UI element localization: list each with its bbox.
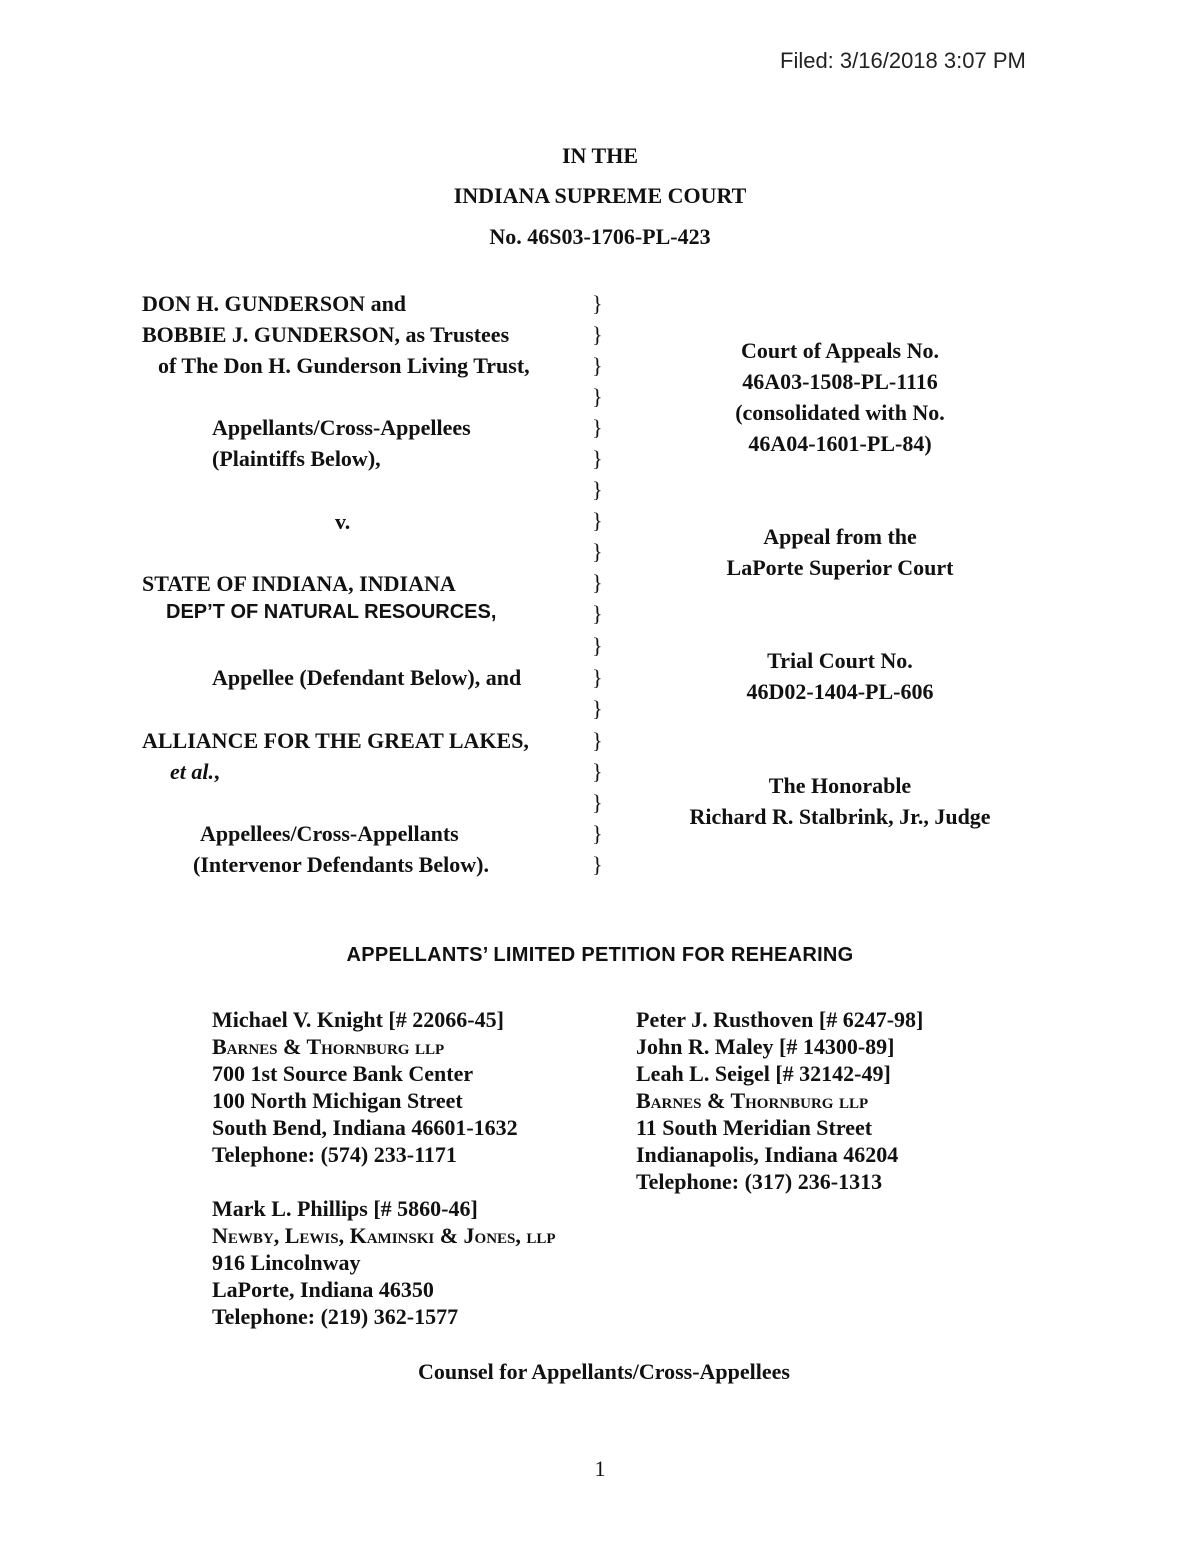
counsel-name: Peter J. Rusthoven [# 6247-98] [636,1007,924,1032]
case-number: No. 46S03-1706-PL-423 [489,224,711,249]
counsel-address: 11 South Meridian Street [636,1115,873,1140]
page-number: 1 [594,1456,606,1481]
caption-brace: } [592,601,603,626]
party-intervenor-line2 [170,756,220,787]
filed-stamp: Filed: 3/16/2018 3:07 PM [780,48,1026,73]
appeal-from: Appeal from the [763,524,917,549]
versus: v. [335,509,351,534]
party-appellant-role-below: (Plaintiffs Below), [212,446,381,471]
coa-consolidated-number: 46A04-1601-PL-84) [748,431,932,456]
court-name: INDIANA SUPREME COURT [453,183,747,208]
caption-brace: } [592,446,603,471]
appeal-court: LaPorte Superior Court [726,555,954,580]
coa-consolidated: (consolidated with No. [735,400,945,425]
counsel-phone: Telephone: (219) 362-1577 [212,1304,459,1329]
party-appellant-role: Appellants/Cross-Appellees [212,415,471,440]
caption-brace: } [592,852,603,877]
judge-honorable: The Honorable [768,773,912,798]
trial-court-number: 46D02-1404-PL-606 [746,679,934,704]
et-al: et al. [170,759,214,784]
judge-name: Richard R. Stalbrink, Jr., Judge [689,804,991,829]
counsel-address: 100 North Michigan Street [212,1088,463,1113]
caption-brace: } [592,508,603,533]
counsel-address: 700 1st Source Bank Center [212,1061,474,1086]
caption-brace: } [592,759,603,784]
caption-brace: } [592,353,603,378]
caption-brace: } [592,384,603,409]
caption-brace: } [592,539,603,564]
counsel-phone: Telephone: (574) 233-1171 [212,1142,457,1167]
coa-label: Court of Appeals No. [740,338,939,363]
party-intervenor-role: Appellees/Cross-Appellants [200,821,459,846]
party-appellant-line2: BOBBIE J. GUNDERSON, as Trustees [142,322,510,347]
caption-brace: } [592,790,603,815]
caption-brace: } [592,633,603,658]
counsel-firm: Barnes & Thornburg llp [212,1034,445,1059]
counsel-address: 916 Lincolnway [212,1250,361,1275]
coa-number: 46A03-1508-PL-1116 [742,369,938,394]
counsel-name: Michael V. Knight [# 22066-45] [212,1007,504,1032]
counsel-name: Mark L. Phillips [# 5860-46] [212,1196,478,1221]
party-appellee-line1: STATE OF INDIANA, INDIANA [142,571,456,596]
caption-brace: } [592,415,603,440]
caption-brace: } [592,696,603,721]
caption-brace: } [592,322,603,347]
party-intervenor-line1: ALLIANCE FOR THE GREAT LAKES, [142,728,529,753]
party-appellee-line2: DEP’T OF NATURAL RESOURCES, [166,601,497,623]
court-heading-in-the: IN THE [561,143,638,168]
caption-brace: } [592,728,603,753]
caption-brace: } [592,477,603,502]
caption-brace: } [592,665,603,690]
caption-brace: } [592,821,603,846]
party-appellant-line3: of The Don H. Gunderson Living Trust, [158,353,530,378]
counsel-for-line: Counsel for Appellants/Cross-Appellees [417,1359,790,1384]
caption-brace: } [592,570,603,595]
counsel-firm: Barnes & Thornburg llp [636,1088,869,1113]
counsel-city: South Bend, Indiana 46601-1632 [212,1115,518,1140]
counsel-name: Leah L. Seigel [# 32142-49] [636,1061,891,1086]
party-appellant-line1: DON H. GUNDERSON and [142,291,407,316]
caption-brace: } [592,291,603,316]
party-intervenor-role-below: (Intervenor Defendants Below). [193,852,489,877]
petition-title: APPELLANTS’ LIMITED PETITION FOR REHEARING [346,944,854,966]
et-al-comma: , [214,759,220,784]
counsel-name: John R. Maley [# 14300-89] [636,1034,895,1059]
party-appellee-role: Appellee (Defendant Below), and [212,665,522,690]
counsel-city: LaPorte, Indiana 46350 [212,1277,434,1302]
counsel-firm: Newby, Lewis, Kaminski & Jones, llp [212,1223,556,1248]
counsel-city: Indianapolis, Indiana 46204 [636,1142,899,1167]
counsel-phone: Telephone: (317) 236-1313 [636,1169,883,1194]
trial-court-label: Trial Court No. [767,648,913,673]
